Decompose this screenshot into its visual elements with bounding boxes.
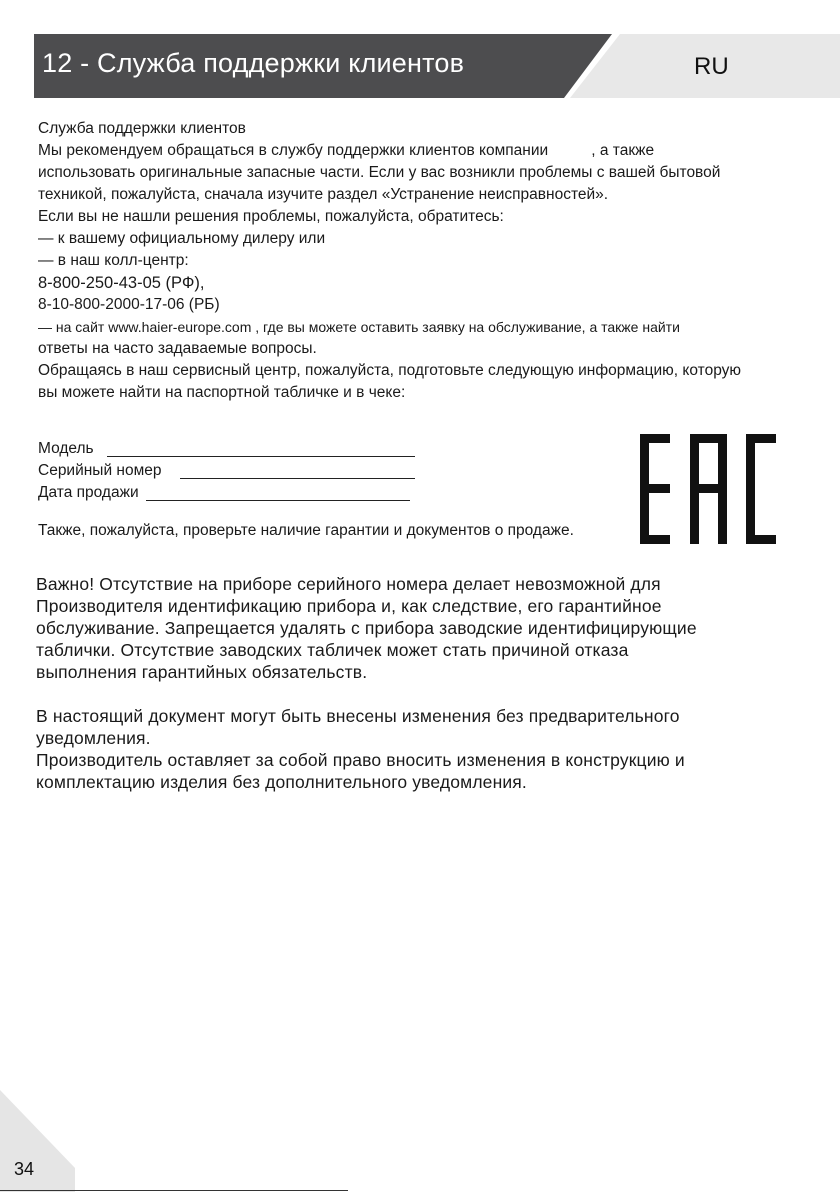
date-field[interactable] bbox=[146, 500, 410, 501]
changes-line: уведомления. bbox=[36, 728, 151, 748]
important-notice bbox=[36, 573, 697, 683]
page-number: 34 bbox=[14, 1159, 35, 1179]
language-label: RU bbox=[694, 53, 729, 80]
important-line: выполнения гарантийных обязательств. bbox=[36, 662, 368, 682]
changes-notice bbox=[36, 705, 685, 793]
phone-rf: 8-800-250-43-05 (РФ), bbox=[38, 274, 205, 292]
intro-line: Служба поддержки клиентов bbox=[38, 120, 246, 137]
intro-line: ответы на часто задаваемые вопросы. bbox=[38, 340, 317, 357]
date-label: Дата продажи bbox=[38, 484, 139, 501]
intro-line: — в наш колл-центр: bbox=[38, 252, 189, 269]
serial-label: Серийный номер bbox=[38, 462, 162, 479]
important-line: таблички. Отсутствие заводских табличек может стать причиной отказа bbox=[36, 640, 629, 660]
intro-line: использовать оригинальные запасные части. Если у вас возникли проблемы с вашей бытовой bbox=[38, 164, 721, 181]
important-line: обслуживание. Запрещается удалять с прибора заводские идентифицирующие bbox=[36, 618, 697, 638]
page-corner bbox=[0, 1090, 80, 1192]
warranty-note: Также, пожалуйста, проверьте наличие гарантии и документов о продаже. bbox=[38, 522, 574, 539]
model-label: Модель bbox=[38, 440, 94, 457]
footer-rule bbox=[0, 1190, 348, 1191]
intro-line: Мы рекомендуем обращаться в службу поддержки клиентов компании , а также bbox=[38, 142, 655, 159]
important-line: Производителя идентификацию прибора и, как следствие, его гарантийное bbox=[36, 596, 662, 616]
changes-line: комплектацию изделия без дополнительного уведомления. bbox=[36, 772, 527, 792]
intro-line: Обращаясь в наш сервисный центр, пожалуйста, подготовьте следующую информацию, которую bbox=[38, 362, 742, 379]
intro-line: Если вы не нашли решения проблемы, пожалуйста, обратитесь: bbox=[38, 208, 504, 225]
page-title: 12 - Служба поддержки клиентов bbox=[42, 48, 465, 78]
changes-line: Производитель оставляет за собой право вносить изменения в конструкцию и bbox=[36, 750, 685, 770]
model-field[interactable] bbox=[107, 456, 415, 457]
intro-text bbox=[38, 118, 741, 404]
intro-line: — к вашему официальному дилеру или bbox=[38, 230, 326, 247]
phone-rb: 8-10-800-2000-17-06 (РБ) bbox=[38, 296, 220, 313]
important-line: Важно! Отсутствие на приборе серийного номера делает невозможной для bbox=[36, 574, 661, 594]
intro-line: техникой, пожалуйста, сначала изучите раздел «Устранение неисправностей». bbox=[38, 186, 609, 203]
serial-field[interactable] bbox=[180, 478, 415, 479]
website-line: — на сайт www.haier-europe.com , где вы можете оставить заявку на обслуживание, а также найти bbox=[38, 319, 680, 335]
intro-line: вы можете найти на паспортной табличке и в чеке: bbox=[38, 384, 406, 401]
changes-line: В настоящий документ могут быть внесены изменения без предварительного bbox=[36, 706, 680, 726]
eac-logo bbox=[640, 434, 776, 544]
